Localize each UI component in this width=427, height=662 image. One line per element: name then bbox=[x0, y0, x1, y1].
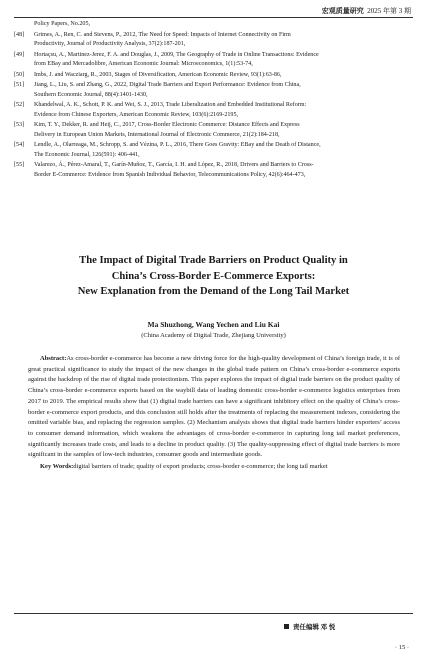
reference-number: [51] bbox=[14, 82, 25, 88]
reference-number: [55] bbox=[14, 162, 25, 168]
abstract-paragraph bbox=[28, 354, 400, 461]
reference-line: Southern Economic Journal, 88(4):1401-1430, bbox=[34, 91, 148, 98]
reference-body bbox=[34, 71, 414, 81]
footer-rule bbox=[14, 613, 413, 614]
reference-line: The Economic Journal, 126(591): 406-441, bbox=[34, 151, 140, 158]
editor-credit bbox=[284, 622, 335, 631]
reference-body bbox=[34, 141, 414, 160]
reference-number: [53] bbox=[14, 122, 25, 128]
reference-line: Policy Papers, No.205, bbox=[34, 21, 91, 27]
header-rule bbox=[14, 17, 413, 18]
reference-line: Lendle, A., Olarreaga, M., Schropp, S. and Vézina, P. L., 2016, There Goes Gravity: EBay and the Death of Distance, bbox=[34, 142, 321, 148]
title-line-2: China’s Cross-Border E-Commerce Exports: bbox=[111, 270, 316, 282]
reference-body bbox=[34, 81, 414, 100]
reference-line: Imbs, J. and Wacziarg, R., 2003, Stages of Diversification, American Economic Review, 93(1):63-86, bbox=[34, 71, 282, 78]
abstract-text: As cross-border e-commerce has become a new driving force for the high-quality development of China’s foreign trade, it is of great practical significance to study the impact of the new changes in the global trade pattern on China’s cross-border e-commerce exports against the backdrop of the rise of digital trade protectionism. This paper explores the impact of digital trade barriers on the product quality of China’s cross-border e-commerce exports based on the waybill data of leading domestic cross-border e-commerce logistics enterprises from 2017 to 2019. The empirical results show that (1) digital trade barriers can have a significant inhibitory effect on the quality of China’s cross-border e-commerce export products, and this conclusion still holds after the treatments of replacing the measurement indexes, considering the omitted variable bias, and replacing the regression samples. (2) Mechanism analysis shows that digital trade barriers hinder exporters’ access to consumer demand information, which weakens the advantages of cross-border e-commerce in capturing long tail market preferences, significantly increases trade costs, and leads to a decline in product quality. (3) The quality-suppressing effect of digital trade barriers is more significant in the samples of low-tech industries, consumer goods and intermediate goods. bbox=[28, 355, 400, 459]
reference-number: [49] bbox=[14, 51, 25, 58]
reference-body bbox=[34, 121, 414, 140]
reference-line: Productivity, Journal of Productivity Analysis, 37(2):187-201, bbox=[34, 41, 186, 47]
reference-item bbox=[14, 161, 414, 180]
reference-number: [54] bbox=[14, 142, 25, 148]
keywords-paragraph bbox=[28, 462, 400, 473]
reference-line: Delivery in European Union Markets, International Journal of Electronic Commerce, 21(2):184-218, bbox=[34, 131, 280, 138]
running-header bbox=[322, 6, 411, 16]
reference-line: Border E-Commerce: Evidence from Spanish Individual Behavior, Telecommunications Policy, 42(6):464-473, bbox=[34, 171, 306, 178]
author-affiliation: (China Academy of Digital Trade, Zhejiang University) bbox=[141, 332, 286, 339]
reference-line: Valarezo, Á., Pérez-Amaral, T., Garín-Muñoz, T., García, I. H. and López, R., 2018, Drivers and Barriers to Cross- bbox=[34, 162, 314, 168]
journal-name: 宏观质量研究 bbox=[321, 7, 364, 15]
reference-line: Evidence from Chinese Exporters, American Economic Review, 103(6):2169-2195, bbox=[34, 111, 239, 118]
editor-text: 责任编辑 邓 悦 bbox=[293, 624, 336, 631]
reference-item bbox=[14, 71, 414, 81]
title-line-1: The Impact of Digital Trade Barriers on Product Quality in bbox=[79, 255, 348, 266]
author-names: Ma Shuzhong, Wang Yechen and Liu Kai bbox=[147, 320, 280, 329]
reference-line: Grimes, A., Ren, C. and Stevens, P., 2012, The Need for Speed: Impacts of Internet Connectivity on Firm bbox=[34, 31, 291, 38]
reference-number: [50] bbox=[14, 71, 25, 78]
page-number: · 15 · bbox=[394, 644, 409, 651]
reference-number: [52] bbox=[14, 102, 25, 108]
square-bullet-icon bbox=[284, 624, 289, 629]
keywords-text: digital barriers of trade; quality of export products; cross-border e-commerce; the long tail market bbox=[73, 463, 328, 471]
reference-list bbox=[14, 20, 414, 181]
reference-line: from EBay and Mercadolibre, American Economic Journal: Microeconomics, 1(1):53-74, bbox=[34, 61, 253, 67]
issue-label: 2025 年第 3 期 bbox=[367, 7, 411, 15]
reference-line: Kim, T. Y., Dekker, R. and Heij, C., 2017, Cross-Border Electronic Commerce: Distance Effects and Express bbox=[34, 122, 300, 128]
reference-body bbox=[34, 31, 414, 50]
reference-line: Jiang, L., Liu, S. and Zhang, G., 2022, Digital Trade Barriers and Export Performance: Evidence from China, bbox=[34, 82, 301, 88]
reference-line: Hortaçsu, A., Martinez-Jerez, F. A. and Douglas, J., 2009, The Geography of Trade in Online Transactions: Evidence bbox=[34, 51, 319, 58]
reference-item bbox=[14, 141, 414, 160]
reference-body bbox=[34, 51, 414, 70]
reference-item bbox=[14, 51, 414, 70]
abstract-label: Abstract: bbox=[40, 355, 67, 362]
reference-number bbox=[14, 20, 34, 30]
reference-body bbox=[34, 161, 414, 180]
reference-body bbox=[34, 101, 414, 120]
reference-number: [48] bbox=[14, 31, 25, 38]
article-title bbox=[0, 253, 427, 300]
reference-line: Khandelwal, A. K., Schott, P. K. and Wei, S. J., 2013, Trade Liberalization and Embedded Institutional Reform: bbox=[34, 102, 307, 108]
reference-item bbox=[14, 101, 414, 120]
reference-item bbox=[14, 20, 414, 30]
reference-item bbox=[14, 31, 414, 50]
title-line-3: New Explanation from the Demand of the Long Tail Market bbox=[77, 286, 350, 297]
reference-item bbox=[14, 81, 414, 100]
reference-body bbox=[34, 20, 414, 30]
reference-item bbox=[14, 121, 414, 140]
abstract-block bbox=[28, 354, 400, 473]
keywords-label: Key Words: bbox=[40, 463, 74, 471]
